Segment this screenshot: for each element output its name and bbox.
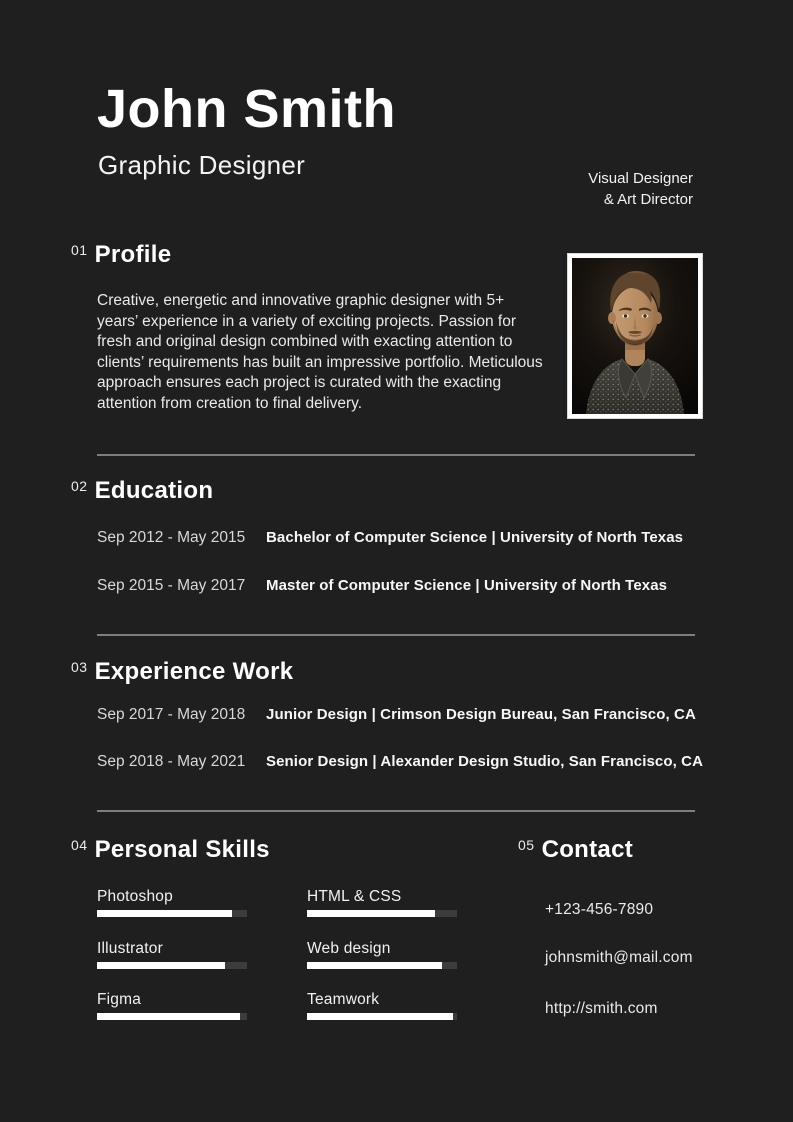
section-title-contact: Contact: [541, 836, 634, 863]
tagline-line-2: & Art Director: [603, 191, 693, 208]
skill-label: Illustrator: [97, 940, 163, 957]
education-row: [0, 577, 793, 597]
profile-photo-illustration: [572, 258, 698, 414]
section-divider: [97, 454, 695, 456]
experience-detail: Senior Design | Alexander Design Studio, San Francisco, CA: [266, 753, 704, 770]
skill-bar: [307, 910, 457, 917]
section-title-education: Education: [94, 477, 214, 504]
skill-bar-fill: [307, 910, 435, 917]
skill-item: [307, 940, 457, 958]
skill-bar-fill: [97, 910, 232, 917]
skill-item: [307, 991, 457, 1009]
skill-item: [97, 991, 247, 1009]
section-title-experience: Experience Work: [94, 658, 294, 685]
skill-item: [97, 940, 247, 958]
contact-email: johnsmith@mail.com: [545, 949, 693, 966]
tagline-line-1: Visual Designer: [588, 170, 693, 187]
skill-label: Figma: [97, 991, 142, 1008]
skill-label: Teamwork: [307, 991, 380, 1008]
section-number-education: 02: [71, 478, 88, 494]
skill-bar: [97, 910, 247, 917]
education-dates: Sep 2015 - May 2017: [97, 577, 246, 594]
skill-bar: [97, 1013, 247, 1020]
experience-row: [0, 706, 793, 726]
experience-dates: Sep 2018 - May 2021: [97, 753, 246, 770]
person-tagline: [588, 168, 693, 210]
contact-phone: +123-456-7890: [545, 901, 654, 918]
section-number-contact: 05: [518, 837, 535, 853]
skill-bar: [97, 962, 247, 969]
section-heading-profile: [71, 243, 171, 267]
skill-bar-fill: [97, 1013, 240, 1020]
skill-bar: [307, 962, 457, 969]
skill-bar-fill: [97, 962, 225, 969]
section-heading-experience: [71, 660, 293, 684]
person-name: John Smith: [97, 79, 396, 139]
education-detail: Master of Computer Science | University of North Texas: [266, 577, 668, 594]
education-detail: Bachelor of Computer Science | University of North Texas: [266, 529, 684, 546]
skill-item: [97, 888, 247, 906]
profile-photo: [567, 253, 703, 419]
section-number-skills: 04: [71, 837, 88, 853]
contact-website: http://smith.com: [545, 1000, 658, 1017]
experience-row: [0, 753, 793, 773]
experience-detail: Junior Design | Crimson Design Bureau, San Francisco, CA: [266, 706, 696, 723]
skill-item: [307, 888, 457, 906]
education-dates: Sep 2012 - May 2015: [97, 529, 246, 546]
section-title-profile: Profile: [94, 241, 172, 268]
skill-label: Photoshop: [97, 888, 173, 905]
section-number-profile: 01: [71, 242, 88, 258]
skill-label: HTML & CSS: [307, 888, 402, 905]
section-divider: [97, 810, 695, 812]
section-heading-skills: [71, 838, 270, 862]
skill-bar: [307, 1013, 457, 1020]
section-number-experience: 03: [71, 659, 88, 675]
section-title-skills: Personal Skills: [94, 836, 270, 863]
section-divider: [97, 634, 695, 636]
skill-bar-fill: [307, 1013, 453, 1020]
profile-summary-text: Creative, energetic and innovative graphic designer with 5+ years’ experience in a variety of exciting projects. Passion for fresh and original design combined with exacting attention to clients’ requirements has built an impressive portfolio. Meticulous approach ensures each project is curated with the exacting attention from creation to final delivery.: [97, 292, 543, 412]
section-heading-education: [71, 479, 213, 503]
section-heading-contact: [518, 838, 633, 862]
experience-dates: Sep 2017 - May 2018: [97, 706, 246, 723]
skill-label: Web design: [307, 940, 391, 957]
person-role: Graphic Designer: [98, 150, 306, 180]
skill-bar-fill: [307, 962, 442, 969]
education-row: [0, 529, 793, 549]
